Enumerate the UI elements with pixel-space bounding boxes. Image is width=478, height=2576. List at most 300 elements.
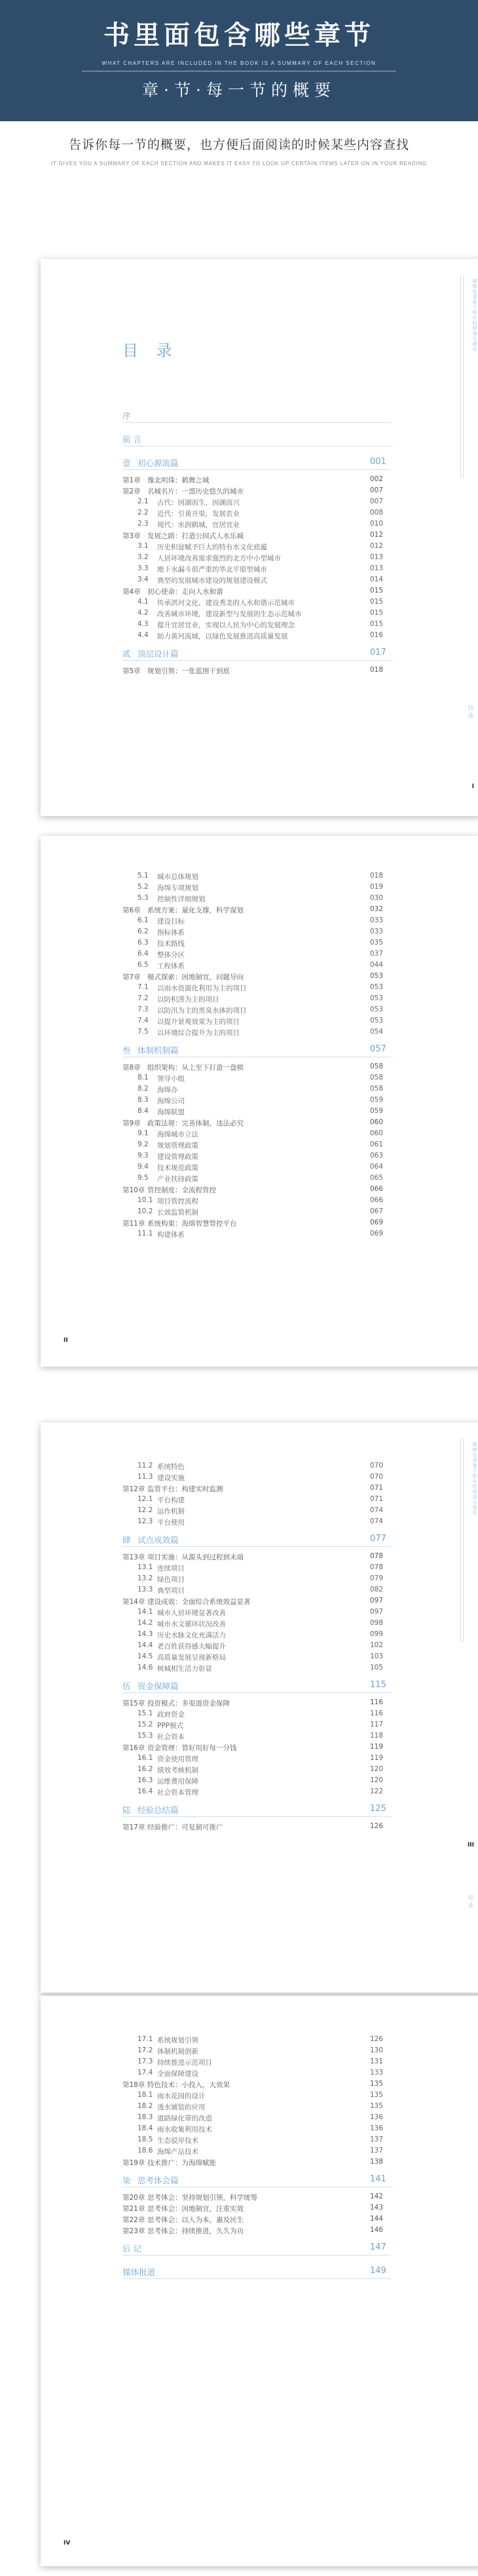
toc-row-chap[interactable] xyxy=(41,905,478,916)
toc-row-sec[interactable] xyxy=(41,553,478,564)
toc-entry-title: 道路绿化带的改造 xyxy=(157,2115,212,2122)
toc-entry-page: 057 xyxy=(370,1044,386,1054)
toc-entry-page: 116 xyxy=(370,1698,384,1706)
toc-entry-page: 010 xyxy=(370,520,384,528)
toc-entry-number: 9.1 xyxy=(138,1129,149,1137)
toc-row-chap[interactable] xyxy=(41,2193,478,2203)
toc-entry-page: 137 xyxy=(370,2147,384,2155)
toc-entry-number: 15.2 xyxy=(138,1721,153,1728)
toc-entry-title: 领导小组 xyxy=(157,1075,185,1083)
toc-entry-number: 8.4 xyxy=(138,1107,149,1115)
toc-entry-number: 10.1 xyxy=(138,1196,153,1204)
toc-entry-number: 第9章 xyxy=(122,1120,141,1127)
toc-row-part[interactable] xyxy=(41,2242,478,2253)
toc-entry-number: 第8章 xyxy=(122,1064,141,1072)
toc-row-chap[interactable] xyxy=(41,666,478,676)
toc-row-sec[interactable] xyxy=(41,950,478,960)
toc-entry-number: 13.2 xyxy=(138,1574,153,1582)
toc-entry-number: 6.1 xyxy=(138,916,149,924)
toc-entry-page: 018 xyxy=(370,872,384,880)
toc-row-sec[interactable] xyxy=(41,1765,478,1776)
toc-row-sec[interactable] xyxy=(41,1721,478,1731)
toc-row-chap[interactable] xyxy=(41,587,478,597)
toc-row-sec[interactable] xyxy=(41,2136,478,2146)
toc-row-sec[interactable] xyxy=(41,564,478,575)
toc-entry-number: 10.2 xyxy=(138,1207,153,1215)
toc-entry-page: 116 xyxy=(370,1709,384,1717)
side-running-title: 城镇化背景下的乡村规划与建设 xyxy=(472,1442,477,1515)
toc-row-sec[interactable] xyxy=(41,1473,478,1483)
toc-row-sec[interactable] xyxy=(41,1152,478,1162)
toc-entry-number: 第14章 xyxy=(122,1598,145,1606)
toc-entry-page: 035 xyxy=(370,939,384,946)
toc-entry-title: 雨水收集利用技术 xyxy=(157,2126,212,2134)
toc-entry-number: 18.3 xyxy=(138,2113,153,2121)
toc-entry-title: 以防积涝为主的项目 xyxy=(157,996,219,1004)
toc-row-sec[interactable] xyxy=(41,916,478,927)
toc-entry-number: 18.4 xyxy=(138,2124,153,2132)
toc-row-sec[interactable] xyxy=(41,1141,478,1151)
toc-entry-title: 建设管理政策 xyxy=(157,1153,198,1161)
toc-row-sec[interactable] xyxy=(41,927,478,938)
toc-entry-number: 第21章 xyxy=(122,2205,145,2213)
toc-entry-number: 9.5 xyxy=(138,1174,149,1182)
toc-entry-title: 发展之路：打造公园式人水乐城 xyxy=(147,532,244,540)
toc-row-part[interactable] xyxy=(41,1534,478,1544)
toc-entry-page: 061 xyxy=(370,1141,384,1148)
toc-entry-number: 17.4 xyxy=(138,2069,153,2077)
toc-entry-page: 044 xyxy=(370,961,384,969)
toc-row-sec[interactable] xyxy=(41,1163,478,1173)
toc-entry-number: 14.6 xyxy=(138,1664,153,1671)
toc-entry-page: 030 xyxy=(370,894,384,902)
toc-entry-number: 6.2 xyxy=(138,927,149,935)
toc-row-sec[interactable] xyxy=(41,1017,478,1027)
toc-entry-page: 060 xyxy=(370,1129,384,1137)
toc-entry-page: 012 xyxy=(370,531,384,539)
toc-entry-page: 015 xyxy=(370,598,384,606)
side-running-title: 城镇化背景下的乡村规划与建设 xyxy=(472,279,477,352)
toc-entry-title: 前 言 xyxy=(122,435,141,444)
page-number: I xyxy=(471,783,474,790)
toc-entry-page: 059 xyxy=(370,1107,384,1115)
toc-page-3 xyxy=(41,1422,478,1993)
toc-row-sec[interactable] xyxy=(41,1787,478,1798)
toc-row-sec[interactable] xyxy=(41,1586,478,1596)
toc-row-sec[interactable] xyxy=(41,1574,478,1585)
toc-entry-page: 097 xyxy=(370,1608,384,1616)
toc-entry-number: 15.3 xyxy=(138,1732,153,1740)
toc-row-part[interactable] xyxy=(41,410,478,420)
toc-entry-title: 海绵联盟 xyxy=(157,1108,185,1116)
toc-entry-page: 053 xyxy=(370,1017,384,1025)
toc-row-part[interactable] xyxy=(41,1044,478,1055)
toc-entry-title: 监管平台：构建实时监测 xyxy=(147,1485,223,1493)
toc-entry-title: 经验推广：可复制可推广 xyxy=(147,1824,223,1831)
toc-entry-page: 119 xyxy=(370,1743,384,1751)
banner-subtitle: 章·节·每一节的概要 xyxy=(142,81,336,100)
toc-entry-page: 077 xyxy=(370,1534,386,1544)
toc-row-chap[interactable] xyxy=(41,475,478,486)
toc-entry-number: 18.1 xyxy=(138,2091,153,2099)
toc-row-part[interactable] xyxy=(41,1680,478,1690)
toc-entry-number: 11.3 xyxy=(138,1473,153,1481)
toc-row-chap[interactable] xyxy=(41,1219,478,1229)
toc-row-chap[interactable] xyxy=(41,2204,478,2214)
toc-row-sec[interactable] xyxy=(41,2113,478,2124)
toc-row-sec[interactable] xyxy=(41,2035,478,2046)
toc-entry-title: 特色技术：小投入，大效果 xyxy=(147,2081,230,2089)
toc-entry-page: 079 xyxy=(370,1574,384,1582)
toc-entry-number: 14.2 xyxy=(138,1619,153,1627)
toc-entry-number: 13.3 xyxy=(138,1586,153,1593)
toc-entry-number: 4.2 xyxy=(138,609,149,617)
toc-entry-title: 改善城市环境，建设新型与发展的生态示范城市 xyxy=(157,610,302,618)
toc-row-chap[interactable] xyxy=(41,2215,478,2225)
toc-entry-number: 14.5 xyxy=(138,1652,153,1660)
header-banner xyxy=(0,0,478,121)
toc-row-chap[interactable] xyxy=(41,486,478,497)
toc-entry-number: 16.4 xyxy=(138,1787,153,1795)
toc-row-sec[interactable] xyxy=(41,598,478,608)
toc-entry-page: 105 xyxy=(370,1664,384,1671)
toc-row-part[interactable] xyxy=(41,433,478,444)
toc-row-sec[interactable] xyxy=(41,1096,478,1106)
toc-row-sec[interactable] xyxy=(41,542,478,553)
toc-entry-page: 053 xyxy=(370,972,384,980)
toc-row-chap[interactable] xyxy=(41,1597,478,1607)
toc-row-sec[interactable] xyxy=(41,1641,478,1652)
toc-entry-title: PPP模式 xyxy=(157,1722,183,1730)
toc-row-sec[interactable] xyxy=(41,1630,478,1641)
toc-entry-page: 097 xyxy=(370,1597,384,1605)
toc-entry-title: 透水铺装的应用 xyxy=(157,2103,206,2111)
toc-entry-page: 007 xyxy=(370,498,384,505)
toc-entry-title: 海绵产品技术 xyxy=(157,2148,198,2156)
toc-row-chap[interactable] xyxy=(41,2226,478,2236)
toc-entry-number: 第1章 xyxy=(122,477,141,484)
toc-entry-number: 2.1 xyxy=(138,498,149,505)
toc-row-sec[interactable] xyxy=(41,1230,478,1240)
toc-entry-page: 007 xyxy=(370,486,384,494)
toc-row-sec[interactable] xyxy=(41,1207,478,1218)
toc-entry-title: 思考体会：坚持规划引领，科学统筹 xyxy=(147,2194,257,2202)
toc-entry-page: 125 xyxy=(370,1804,386,1814)
toc-row-sec[interactable] xyxy=(41,872,478,882)
toc-entry-number: 伍 xyxy=(122,1681,131,1691)
toc-entry-number: 第11章 xyxy=(122,1220,145,1228)
toc-entry-title: 控制性详细规划 xyxy=(157,895,206,903)
toc-entry-number: 3.3 xyxy=(138,564,149,572)
toc-entry-number: 7.4 xyxy=(138,1017,149,1025)
toc-row-sec[interactable] xyxy=(41,620,478,631)
toc-entry-title: 组织架构：从上至下打造一盘棋 xyxy=(147,1064,244,1072)
toc-entry-number: 7.5 xyxy=(138,1028,149,1036)
toc-row-sec[interactable] xyxy=(41,1664,478,1674)
toc-entry-page: 135 xyxy=(370,2102,384,2110)
toc-entry-title: 媒体报道 xyxy=(122,2267,156,2277)
part-divider xyxy=(122,422,391,423)
toc-entry-number: 12.3 xyxy=(138,1517,153,1525)
toc-entry-page: 126 xyxy=(370,1822,384,1830)
toc-row-sec[interactable] xyxy=(41,1732,478,1742)
toc-entry-title: 工程体系 xyxy=(157,962,185,970)
toc-entry-title: 初心使命：走向人水和谐 xyxy=(147,588,223,596)
toc-row-sec[interactable] xyxy=(41,994,478,1005)
toc-row-sec[interactable] xyxy=(41,520,478,530)
toc-row-sec[interactable] xyxy=(41,2124,478,2135)
toc-entry-number: 3.4 xyxy=(138,576,149,583)
part-divider xyxy=(122,469,391,470)
toc-entry-page: 136 xyxy=(370,2113,384,2121)
toc-entry-title: 顶层设计篇 xyxy=(138,649,179,659)
toc-entry-title: 模式探索：因地制宜，问题导向 xyxy=(147,973,244,981)
toc-entry-title: 长效监管机制 xyxy=(157,1209,198,1217)
toc-entry-title: 以雨水资源化利用为主的项目 xyxy=(157,985,247,992)
toc-row-chap[interactable] xyxy=(41,1743,478,1753)
toc-entry-page: 019 xyxy=(370,883,384,891)
toc-entry-title: 投资模式：多渠道资金保障 xyxy=(147,1700,230,1708)
toc-entry-number: 5.2 xyxy=(138,883,149,891)
toc-entry-number: 2.2 xyxy=(138,509,149,517)
toc-row-sec[interactable] xyxy=(41,2147,478,2157)
toc-row-sec[interactable] xyxy=(41,883,478,893)
toc-row-chap[interactable] xyxy=(41,1822,478,1833)
toc-row-chap[interactable] xyxy=(41,1484,478,1494)
toc-entry-number: 第4章 xyxy=(122,588,141,596)
toc-entry-page: 102 xyxy=(370,1641,384,1649)
toc-entry-title: 运维费用保障 xyxy=(157,1778,198,1786)
toc-row-sec[interactable] xyxy=(41,1517,478,1528)
toc-row-sec[interactable] xyxy=(41,1005,478,1016)
toc-entry-title: 社会资本 xyxy=(157,1733,185,1741)
toc-entry-title: 序 xyxy=(122,411,131,421)
toc-entry-page: 143 xyxy=(370,2204,384,2212)
toc-entry-page: 074 xyxy=(370,1506,384,1514)
toc-entry-title: 古代：因湖而生，因湖而兴 xyxy=(157,499,240,507)
toc-entry-number: 17.1 xyxy=(138,2035,153,2043)
toc-entry-title: 资金使用管理 xyxy=(157,1755,198,1763)
toc-row-sec[interactable] xyxy=(41,2058,478,2068)
toc-entry-title: 资金管理：管好用好每一分钱 xyxy=(147,1744,237,1752)
toc-entry-title: 城市总体规划 xyxy=(157,873,198,881)
toc-entry-title: 技术推广：为海绵赋能 xyxy=(147,2159,216,2167)
toc-entry-number: 12.1 xyxy=(138,1495,153,1503)
toc-entry-page: 146 xyxy=(370,2226,384,2234)
toc-entry-page: 058 xyxy=(370,1063,384,1070)
toc-row-sec[interactable] xyxy=(41,1754,478,1765)
toc-row-sec[interactable] xyxy=(41,576,478,586)
toc-row-sec[interactable] xyxy=(41,1196,478,1207)
toc-entry-number: 4.3 xyxy=(138,620,149,628)
toc-row-sec[interactable] xyxy=(41,1107,478,1118)
toc-entry-page: 070 xyxy=(370,1473,384,1481)
toc-entry-title: 系统特色 xyxy=(157,1463,185,1471)
toc-entry-title: 城市水文循环状况改善 xyxy=(157,1620,226,1628)
toc-entry-title: 持续推进示范项目 xyxy=(157,2059,212,2067)
toc-row-sec[interactable] xyxy=(41,2091,478,2101)
part-divider xyxy=(122,1816,391,1817)
toc-row-sec[interactable] xyxy=(41,1028,478,1038)
toc-entry-title: 树城相生活力彰显 xyxy=(157,1665,212,1673)
toc-row-sec[interactable] xyxy=(41,1652,478,1663)
toc-entry-number: 肆 xyxy=(122,1535,131,1545)
toc-row-sec[interactable] xyxy=(41,1709,478,1720)
toc-entry-number: 14.4 xyxy=(138,1641,153,1649)
toc-entry-page: 059 xyxy=(370,1096,384,1104)
toc-entry-title: 管控制度：全流程管控 xyxy=(147,1186,216,1194)
toc-entry-page: 015 xyxy=(370,587,384,595)
toc-entry-number: 6.5 xyxy=(138,961,149,969)
toc-row-sec[interactable] xyxy=(41,1563,478,1574)
toc-row-sec[interactable] xyxy=(41,1462,478,1472)
toc-entry-number: 6.4 xyxy=(138,950,149,958)
toc-entry-title: 技术规范政策 xyxy=(157,1164,198,1172)
toc-entry-page: 069 xyxy=(370,1230,384,1238)
toc-row-chap[interactable] xyxy=(41,531,478,541)
toc-entry-number: 第12章 xyxy=(122,1485,145,1493)
toc-entry-page: 071 xyxy=(370,1484,384,1492)
toc-entry-page: 064 xyxy=(370,1163,384,1171)
toc-entry-page: 033 xyxy=(370,916,384,924)
toc-row-sec[interactable] xyxy=(41,2046,478,2057)
toc-row-sec[interactable] xyxy=(41,1619,478,1630)
toc-entry-page: 033 xyxy=(370,927,384,935)
toc-entry-page: 071 xyxy=(370,1495,384,1503)
toc-entry-title: 城市人居环境显著改善 xyxy=(157,1609,226,1617)
toc-entry-number: 7.2 xyxy=(138,994,149,1002)
toc-entry-page: 066 xyxy=(370,1185,384,1193)
toc-row-sec[interactable] xyxy=(41,1506,478,1517)
toc-entry-number: 5.1 xyxy=(138,872,149,880)
toc-entry-number: 第13章 xyxy=(122,1553,145,1561)
toc-row-sec[interactable] xyxy=(41,498,478,508)
toc-row-chap[interactable] xyxy=(41,1118,478,1129)
toc-row-part[interactable] xyxy=(41,457,478,467)
toc-title: 目 录 xyxy=(122,342,179,360)
toc-row-sec[interactable] xyxy=(41,2069,478,2079)
toc-row-sec[interactable] xyxy=(41,1085,478,1095)
toc-entry-number: 第23章 xyxy=(122,2227,145,2235)
toc-entry-title: 建设目标 xyxy=(157,918,185,926)
toc-entry-title: 运作机制 xyxy=(157,1508,185,1515)
toc-entry-title: 思考体会：以人为本，惠及民生 xyxy=(147,2216,244,2224)
toc-entry-title: 整体分区 xyxy=(157,951,185,959)
toc-row-sec[interactable] xyxy=(41,961,478,971)
toc-entry-title: 提升宜居宜业，实现以人民为中心的发展理念 xyxy=(157,621,295,629)
toc-row-sec[interactable] xyxy=(41,1129,478,1140)
toc-row-sec[interactable] xyxy=(41,2102,478,2113)
toc-entry-title: 政策法规：完善体制，违法必究 xyxy=(147,1120,244,1127)
toc-entry-number: 第16章 xyxy=(122,1744,145,1752)
intro-text: 告诉你每一节的概要，也方便后面阅读的时候某些内容查找 xyxy=(68,138,409,152)
toc-entry-page: 013 xyxy=(370,553,384,561)
toc-entry-page: 008 xyxy=(370,509,384,517)
toc-entry-title: 近代：引黄开渠，发展农业 xyxy=(157,510,240,518)
toc-entry-title: 试点成效篇 xyxy=(138,1535,179,1545)
toc-entry-number: 4.1 xyxy=(138,598,149,606)
toc-entry-page: 066 xyxy=(370,1196,384,1204)
toc-entry-number: 6.3 xyxy=(138,939,149,946)
toc-entry-number: 第20章 xyxy=(122,2194,145,2202)
toc-row-sec[interactable] xyxy=(41,1608,478,1618)
toc-row-sec[interactable] xyxy=(41,983,478,994)
toc-entry-title: 体制机制创新 xyxy=(157,2048,198,2056)
toc-row-chap[interactable] xyxy=(41,972,478,983)
toc-row-sec[interactable] xyxy=(41,1074,478,1084)
part-divider xyxy=(122,660,391,661)
part-divider xyxy=(122,2278,391,2279)
toc-row-chap[interactable] xyxy=(41,1063,478,1073)
toc-entry-title: 平台使用 xyxy=(157,1519,185,1527)
toc-entry-title: 豫北明珠：鹤舞之城 xyxy=(147,477,210,484)
toc-row-chap[interactable] xyxy=(41,1552,478,1563)
toc-row-sec[interactable] xyxy=(41,509,478,519)
toc-row-part[interactable] xyxy=(41,1804,478,1814)
toc-row-part[interactable] xyxy=(41,2266,478,2276)
toc-row-sec[interactable] xyxy=(41,1495,478,1506)
toc-row-sec[interactable] xyxy=(41,894,478,905)
toc-row-chap[interactable] xyxy=(41,2158,478,2168)
toc-entry-number: 8.3 xyxy=(138,1096,149,1104)
toc-entry-title: 高质量发展呈现新格局 xyxy=(157,1654,226,1662)
toc-row-sec[interactable] xyxy=(41,631,478,642)
side-section-label: 目 录 xyxy=(466,705,473,718)
toc-entry-page: 122 xyxy=(370,1787,384,1795)
toc-entry-page: 017 xyxy=(370,648,386,657)
toc-entry-page: 142 xyxy=(370,2193,384,2200)
toc-entry-page: 133 xyxy=(370,2069,384,2077)
toc-entry-page: 014 xyxy=(370,576,384,583)
toc-entry-number: 第18章 xyxy=(122,2081,145,2089)
toc-entry-number: 4.4 xyxy=(138,631,149,639)
toc-row-part[interactable] xyxy=(41,2174,478,2185)
toc-entry-title: 助力黄河流域，以绿色发展推进高质量发展 xyxy=(157,633,288,640)
toc-entry-page: 069 xyxy=(370,1219,384,1226)
toc-entry-title: 系统规划引领 xyxy=(157,2037,198,2044)
toc-entry-title: 规划管理政策 xyxy=(157,1142,198,1150)
toc-row-sec[interactable] xyxy=(41,939,478,949)
toc-entry-title: 项目管控流程 xyxy=(157,1198,198,1205)
toc-entry-number: 17.2 xyxy=(138,2046,153,2054)
toc-entry-page: 053 xyxy=(370,983,384,991)
toc-row-chap[interactable] xyxy=(41,2080,478,2090)
toc-row-sec[interactable] xyxy=(41,1174,478,1184)
toc-entry-title: 体制机制篇 xyxy=(138,1045,179,1055)
toc-entry-page: 137 xyxy=(370,2136,384,2143)
toc-entry-number: 2.3 xyxy=(138,520,149,528)
toc-entry-title: 绩效考核机制 xyxy=(157,1766,198,1774)
toc-entry-title: 技术路线 xyxy=(157,940,185,948)
toc-row-part[interactable] xyxy=(41,648,478,658)
toc-page-2 xyxy=(41,836,478,1367)
toc-entry-title: 连续项目 xyxy=(157,1565,185,1572)
toc-row-sec[interactable] xyxy=(41,609,478,619)
toc-entry-title: 历史积淀赋予巨大的特有水文化底蕴 xyxy=(157,543,267,551)
toc-entry-number: 叁 xyxy=(122,1045,131,1055)
toc-entry-page: 067 xyxy=(370,1207,384,1215)
toc-row-chap[interactable] xyxy=(41,1698,478,1709)
toc-entry-title: 项目实施：从源头到过程到末端 xyxy=(147,1553,244,1561)
toc-row-sec[interactable] xyxy=(41,1776,478,1787)
toc-row-chap[interactable] xyxy=(41,1185,478,1196)
toc-entry-number: 7.1 xyxy=(138,983,149,991)
toc-entry-page: 130 xyxy=(370,2046,384,2054)
side-decor-lines xyxy=(460,275,464,478)
toc-entry-number: 第3章 xyxy=(122,532,141,540)
toc-entry-number: 3.1 xyxy=(138,542,149,550)
toc-entry-title: 绿色项目 xyxy=(157,1576,185,1584)
